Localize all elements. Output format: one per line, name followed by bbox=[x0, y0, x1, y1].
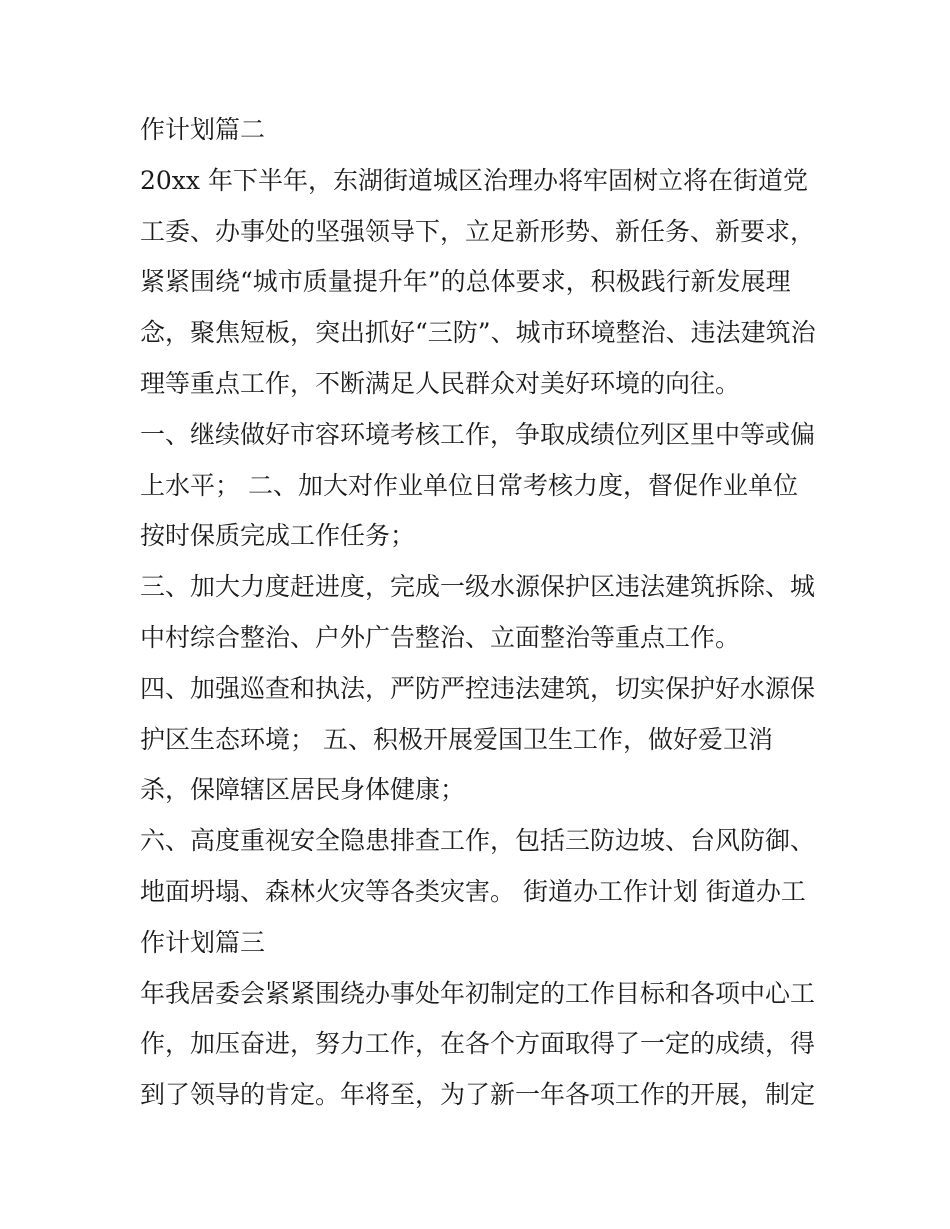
text-line: 护区生态环境； 五、积极开展爱国卫生工作，做好爱卫消 bbox=[140, 724, 773, 754]
text-line: 上水平； 二、加大对作业单位日常考核力度，督促作业单位 bbox=[140, 470, 798, 500]
text-line: 理等重点工作，不断满足人民群众对美好环境的向往。 bbox=[140, 368, 741, 398]
document-body bbox=[140, 105, 840, 1121]
text-line: 20xx 年下半年，东湖街道城区治理办将牢固树立将在街道党 bbox=[140, 165, 808, 195]
text-line: 中村综合整治、户外广告整治、立面整治等重点工作。 bbox=[140, 622, 741, 652]
text-line: 念，聚焦短板，突出抓好“三防”、城市环境整治、违法建筑治 bbox=[140, 318, 816, 348]
text-line: 杀，保障辖区居民身体健康； bbox=[140, 775, 466, 805]
text-line: 到了领导的肯定。年将至，为了新一年各项工作的开展，制定 bbox=[140, 1080, 816, 1110]
text-line: 年我居委会紧紧围绕办事处年初制定的工作目标和各项中心工 bbox=[140, 978, 816, 1008]
text-line: 三、加大力度赶进度，完成一级水源保护区违法建筑拆除、城 bbox=[140, 572, 816, 602]
text-line: 四、加强巡查和执法，严防严控违法建筑，切实保护好水源保 bbox=[140, 673, 816, 703]
text-line: 作，加压奋进，努力工作，在各个方面取得了一定的成绩，得 bbox=[140, 1029, 816, 1059]
text-line: 六、高度重视安全隐患排查工作，包括三防边坡、台风防御、 bbox=[140, 826, 816, 856]
text-line: 一、继续做好市容环境考核工作，争取成绩位列区里中等或偏 bbox=[140, 419, 816, 449]
text-line: 按时保质完成工作任务； bbox=[140, 521, 416, 551]
heading-part-two: 作计划篇二 bbox=[140, 115, 266, 144]
text-line: 紧紧围绕“城市质量提升年”的总体要求，积极践行新发展理 bbox=[140, 267, 791, 297]
text-line: 地面坍塌、森林火灾等各类灾害。 街道办工作计划 街道办工 bbox=[140, 876, 806, 906]
heading-part-three: 作计划篇三 bbox=[140, 927, 266, 957]
text-line: 工委、办事处的坚强领导下，立足新形势、新任务、新要求， bbox=[140, 216, 816, 246]
